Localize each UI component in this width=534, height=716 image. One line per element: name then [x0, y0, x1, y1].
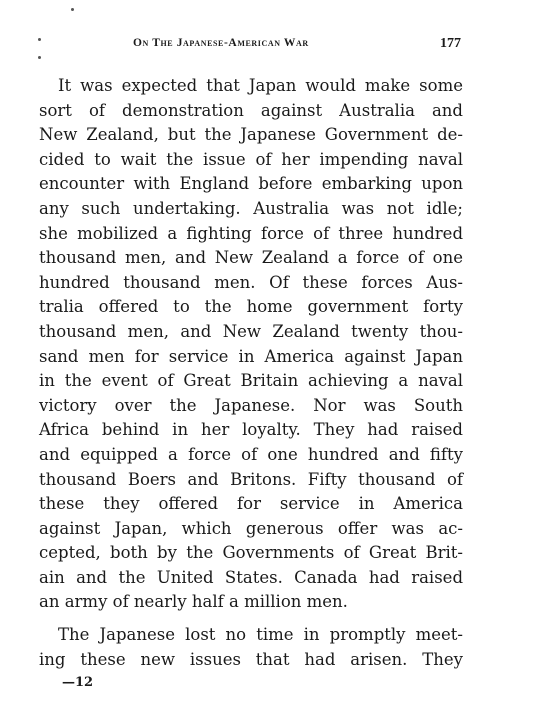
text-line: and equipped a force of one hundred and fifty — [39, 444, 463, 464]
paragraph — [39, 623, 463, 672]
text-line: any such undertaking. Australia was not idle; — [39, 198, 463, 218]
text-line: thousand men, and New Zealand twenty thou- — [39, 321, 463, 341]
paragraph-gap — [39, 615, 463, 623]
text-line: she mobilized a fighting force of three hundred — [39, 223, 463, 243]
paragraph — [39, 74, 463, 615]
text-line: cepted, both by the Governments of Great Brit- — [39, 543, 463, 563]
running-header — [0, 33, 534, 55]
text-line: ing these new issues that had arisen. They — [39, 649, 463, 669]
text-line: against Japan, which generous offer was ac- — [39, 518, 463, 538]
text-line: sort of demonstration against Australia and — [39, 100, 463, 120]
body-text — [39, 74, 463, 672]
signature-mark: —12 — [62, 675, 94, 690]
text-line: It was expected that Japan would make some — [58, 76, 463, 95]
text-line: thousand men, and New Zealand a force of one — [39, 248, 463, 268]
text-line: an army of nearly half a million men. — [39, 592, 348, 612]
text-line: tralia offered to the home government forty — [39, 297, 463, 317]
text-line: encounter with England before embarking upon — [39, 174, 463, 194]
header-title: On The Japanese-American War — [133, 37, 309, 49]
text-line: in the event of Great Britain achieving a naval — [39, 371, 463, 391]
text-line: these they offered for service in America — [39, 494, 463, 514]
text-line: thousand Boers and Britons. Fifty thousand of — [39, 469, 463, 489]
text-line: victory over the Japanese. Nor was South — [39, 395, 463, 415]
text-line: sand men for service in America against Japan — [39, 346, 463, 366]
text-line: The Japanese lost no time in promptly meet- — [58, 625, 463, 645]
margin-speck — [71, 8, 74, 11]
text-line: New Zealand, but the Japanese Government de- — [39, 125, 463, 145]
text-line: hundred thousand men. Of these forces Aus- — [39, 272, 463, 292]
text-line: cided to wait the issue of her impending naval — [39, 149, 463, 169]
text-line: ain and the United States. Canada had raised — [39, 567, 463, 587]
text-line: Africa behind in her loyalty. They had raised — [39, 420, 463, 440]
margin-speck — [38, 56, 41, 59]
page-number: 177 — [440, 36, 461, 51]
